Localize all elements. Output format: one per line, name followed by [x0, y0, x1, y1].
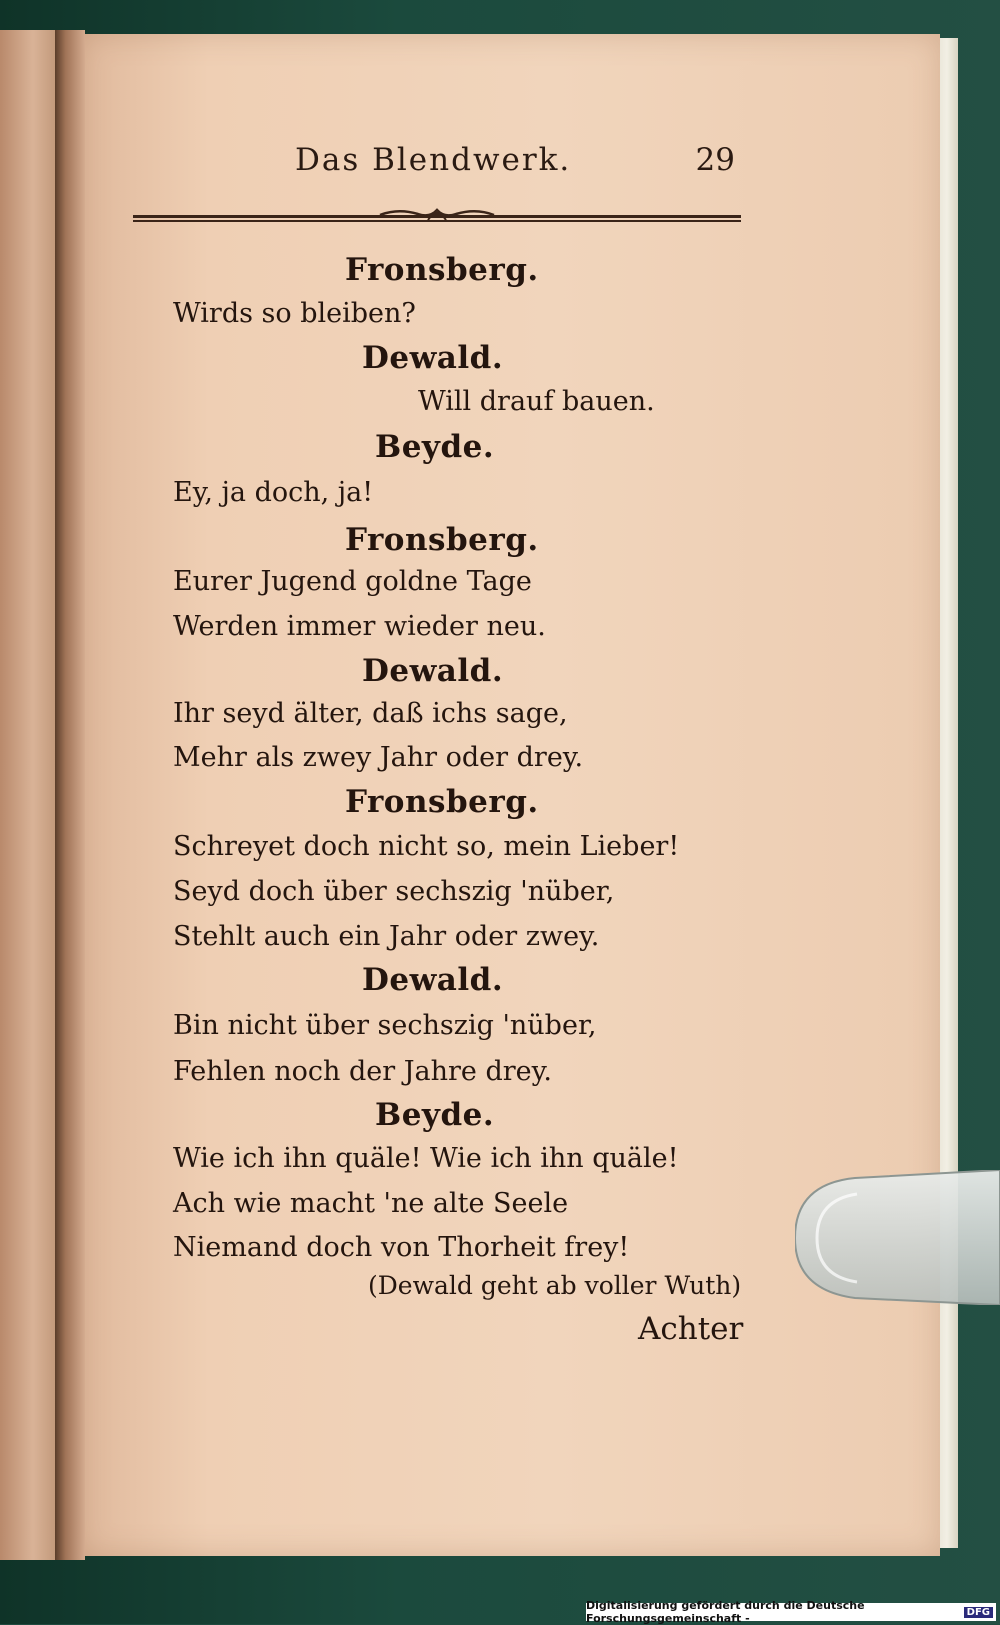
- digitization-notice: [586, 1599, 996, 1625]
- speaker-heading: Fronsberg.: [345, 784, 539, 820]
- verse-line: Stehlt auch ein Jahr oder zwey.: [173, 921, 600, 952]
- verse-line: Seyd doch über sechszig 'nüber,: [173, 876, 615, 907]
- catchword: Achter: [638, 1311, 744, 1347]
- verse-line: Wie ich ihn quäle! Wie ich ihn quäle!: [173, 1143, 679, 1174]
- dfg-logo: DFG: [964, 1607, 993, 1618]
- speaker-heading: Fronsberg.: [345, 252, 539, 288]
- verse-line: Werden immer wieder neu.: [173, 611, 546, 642]
- verse-line: Ihr seyd älter, daß ichs sage,: [173, 698, 568, 729]
- speaker-heading: Dewald.: [362, 653, 504, 689]
- verse-line: Will drauf bauen.: [418, 386, 655, 417]
- thumb-clamp: [795, 1170, 1000, 1305]
- running-title: Das Blendwerk.: [295, 142, 572, 178]
- page-number: 29: [695, 142, 735, 178]
- stage-direction: (Dewald geht ab voller Wuth): [368, 1271, 742, 1300]
- verse-line: Mehr als zwey Jahr oder drey.: [173, 742, 584, 773]
- verse-line: Wirds so bleiben?: [173, 298, 416, 329]
- verse-line: Ach wie macht 'ne alte Seele: [173, 1188, 569, 1219]
- verse-line: Bin nicht über sechszig 'nüber,: [173, 1010, 597, 1041]
- speaker-heading: Beyde.: [375, 1097, 495, 1133]
- verse-line: Schreyet doch nicht so, mein Lieber!: [173, 831, 680, 862]
- speaker-heading: Beyde.: [375, 429, 495, 465]
- verse-line: Fehlen noch der Jahre drey.: [173, 1056, 552, 1087]
- speaker-heading: Dewald.: [362, 962, 504, 998]
- verse-line: Ey, ja doch, ja!: [173, 477, 374, 508]
- speaker-heading: Dewald.: [362, 340, 504, 376]
- speaker-heading: Fronsberg.: [345, 522, 539, 558]
- verse-line: Niemand doch von Thorheit frey!: [173, 1232, 630, 1263]
- verse-line: Eurer Jugend goldne Tage: [173, 566, 532, 597]
- notice-text: Digitalisierung gefördert durch die Deutsche Forschungsgemeinschaft -: [586, 1599, 865, 1625]
